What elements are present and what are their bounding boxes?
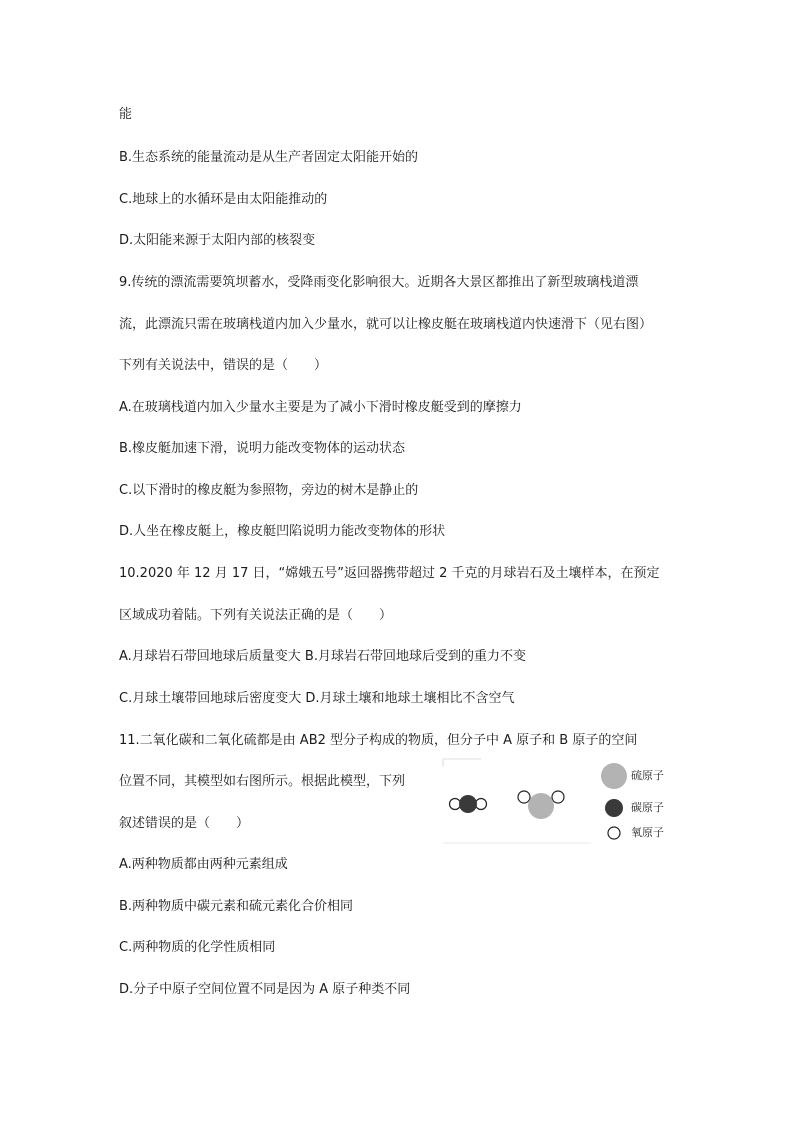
text-line: C.以下滑时的橡皮艇为参照物，旁边的树木是静止的 (119, 483, 419, 498)
sulfur-dioxide-molecule (518, 791, 564, 819)
text-line: C.两种物质的化学性质相同 (119, 940, 276, 955)
text-line: 能 (119, 107, 133, 122)
oxygen-atom-icon (476, 799, 487, 810)
text-line: B.两种物质中碳元素和硫元素化合价相同 (119, 899, 354, 914)
oxygen-atom-icon (450, 799, 461, 810)
text-line: 位置不同，其模型如右图所示。根据此模型，下列 (119, 774, 406, 789)
text-line: 流，此漂流只需在玻璃栈道内加入少量水，就可以让橡皮艇在玻璃栈道内快速滑下（见右图） (119, 317, 653, 332)
carbon-atom-icon (459, 795, 477, 813)
oxygen-legend-icon (608, 827, 620, 839)
text-line: 叙述错误的是（ ） (119, 816, 250, 831)
text-line: 11.二氧化碳和二氧化硫都是由 AB2 型分子构成的物质，但分子中 A 原子和 B 原子的空间 (119, 733, 638, 748)
text-line: 10.2020 年 12 月 17 日，“嫦娥五号”返回器携带超过 2 千克的月球岩石及土壤样本，在预定 (119, 566, 660, 581)
text-line: D.人坐在橡皮艇上，橡皮艇凹陷说明力能改变物体的形状 (119, 524, 446, 539)
legend-label-sulfur: 硫原子 (631, 769, 664, 782)
text-line: B.橡皮艇加速下滑，说明力能改变物体的运动状态 (119, 441, 406, 456)
sulfur-legend-icon (601, 763, 627, 789)
carbon-legend-icon (605, 799, 623, 817)
text-line: 区域成功着陆。下列有关说法正确的是（ ） (119, 608, 393, 623)
oxygen-atom-icon (552, 791, 564, 803)
text-line: C.月球土壤带回地球后密度变大 D.月球土壤和地球土壤相比不含空气 (119, 691, 515, 706)
oxygen-atom-icon (518, 791, 530, 803)
carbon-dioxide-molecule (450, 795, 487, 813)
sulfur-atom-icon (528, 793, 554, 819)
text-line: A.两种物质都由两种元素组成 (119, 857, 288, 872)
text-line: B.生态系统的能量流动是从生产者固定太阳能开始的 (119, 150, 419, 165)
text-line: 9.传统的漂流需要筑坝蓄水，受降雨变化影响很大。近期各大景区都推出了新型玻璃栈道漂 (119, 275, 639, 290)
text-line: A.月球岩石带回地球后质量变大 B.月球岩石带回地球后受到的重力不变 (119, 649, 526, 664)
legend-label-oxygen: 氧原子 (631, 826, 664, 839)
text-line: D.分子中原子空间位置不同是因为 A 原子种类不同 (119, 982, 411, 997)
legend-label-carbon: 碳原子 (631, 801, 664, 814)
text-line: A.在玻璃栈道内加入少量水主要是为了减小下滑时橡皮艇受到的摩擦力 (119, 400, 522, 415)
text-line: D.太阳能来源于太阳内部的核裂变 (119, 233, 316, 248)
text-line: C.地球上的水循环是由太阳能推动的 (119, 192, 328, 207)
text-line: 下列有关说法中，错误的是（ ） (119, 358, 328, 373)
molecule-model-figure (441, 757, 673, 845)
